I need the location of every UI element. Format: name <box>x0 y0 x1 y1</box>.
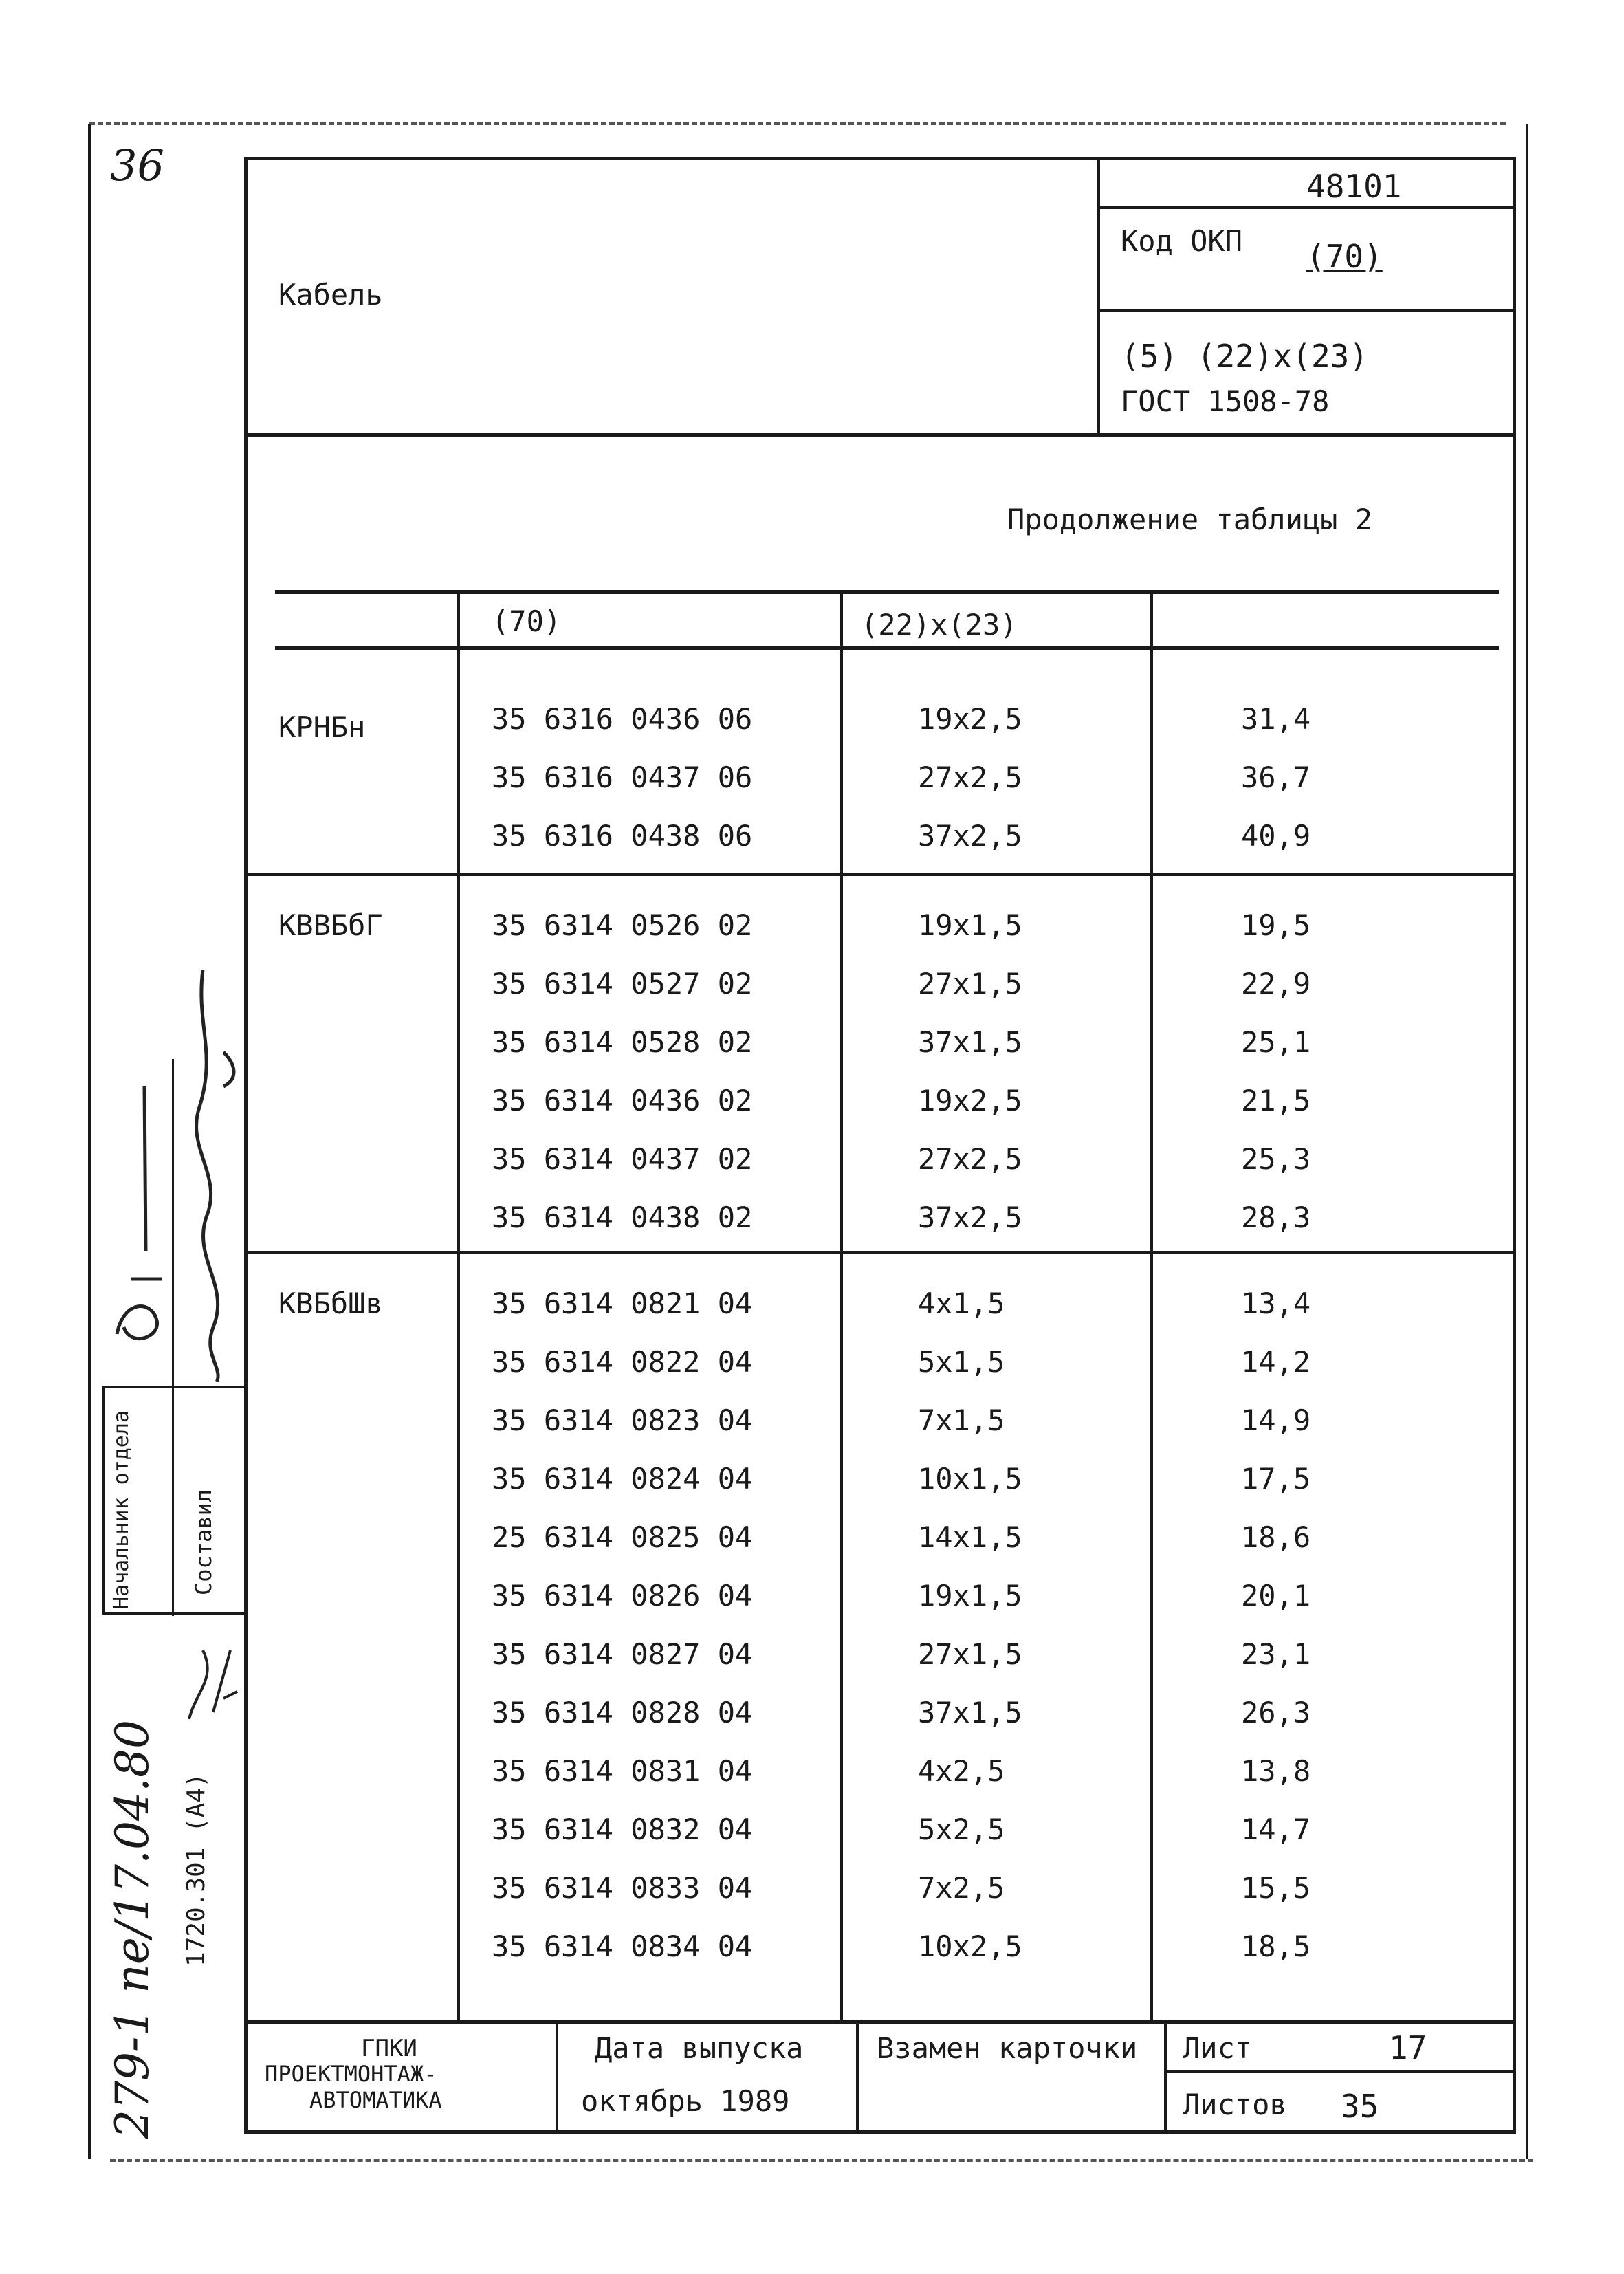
row-value: 20,1 <box>1241 1579 1311 1612</box>
row-size: 27x2,5 <box>918 1142 1022 1176</box>
row-size: 37x2,5 <box>918 819 1022 853</box>
row-value: 31,4 <box>1241 702 1311 736</box>
group-name: КРНБн <box>278 710 366 744</box>
row-value: 25,3 <box>1241 1142 1311 1176</box>
sheet-value: 17 <box>1389 2029 1427 2066</box>
row-size: 19x1,5 <box>918 908 1022 942</box>
row-value: 21,5 <box>1241 1084 1311 1117</box>
row-value: 13,8 <box>1241 1754 1311 1788</box>
row-size: 37x1,5 <box>918 1025 1022 1059</box>
org-line-3: АВТОМАТИКА <box>309 2087 442 2113</box>
row-value: 13,4 <box>1241 1287 1311 1320</box>
row-value: 40,9 <box>1241 819 1311 853</box>
row-code: 35 6314 0436 02 <box>492 1084 753 1117</box>
okp-label: Код ОКП <box>1121 224 1243 258</box>
group-name: КВВБбГ <box>278 908 383 942</box>
top-scan-edge <box>89 122 1506 125</box>
row-code: 35 6314 0834 04 <box>492 1929 753 1963</box>
row-size: 10x2,5 <box>918 1929 1022 1963</box>
row-code: 35 6314 0826 04 <box>492 1579 753 1612</box>
row-code: 35 6314 0527 02 <box>492 967 753 1001</box>
row-value: 18,6 <box>1241 1520 1311 1554</box>
row-code: 35 6314 0827 04 <box>492 1637 753 1671</box>
row-code: 35 6314 0828 04 <box>492 1696 753 1729</box>
row-value: 18,5 <box>1241 1929 1311 1963</box>
row-value: 17,5 <box>1241 1462 1311 1496</box>
signature-head <box>103 1073 172 1375</box>
row-size: 10x1,5 <box>918 1462 1022 1496</box>
column-header-size: (22)x(23) <box>861 608 1018 642</box>
row-size: 37x2,5 <box>918 1201 1022 1234</box>
row-code: 35 6316 0438 06 <box>492 819 753 853</box>
code-id: 48101 <box>1306 168 1402 205</box>
row-value: 28,3 <box>1241 1201 1311 1234</box>
row-size: 7x1,5 <box>918 1403 1005 1437</box>
row-code: 35 6314 0438 02 <box>492 1201 753 1234</box>
row-size: 5x1,5 <box>918 1345 1005 1379</box>
okp-value: (70) <box>1306 238 1383 275</box>
left-scan-edge <box>88 124 91 2159</box>
row-size: 19x1,5 <box>918 1579 1022 1612</box>
header-title: Кабель <box>278 278 383 311</box>
row-size: 7x2,5 <box>918 1871 1005 1905</box>
row-code: 35 6314 0832 04 <box>492 1813 753 1846</box>
release-date-label: Дата выпуска <box>595 2031 804 2065</box>
row-size: 27x2,5 <box>918 761 1022 794</box>
row-code: 35 6314 0823 04 <box>492 1403 753 1437</box>
row-code: 35 6314 0528 02 <box>492 1025 753 1059</box>
row-code: 35 6316 0437 06 <box>492 761 753 794</box>
bottom-scan-edge <box>110 2159 1533 2162</box>
page-number: 36 <box>110 140 164 190</box>
inventory-number: 279-1 ne/17.04.80 <box>106 1720 159 2139</box>
org-line-1: ГПКИ <box>361 2035 417 2062</box>
row-code: 35 6314 0821 04 <box>492 1287 753 1320</box>
row-value: 19,5 <box>1241 908 1311 942</box>
row-size: 4x1,5 <box>918 1287 1005 1320</box>
row-size: 27x1,5 <box>918 1637 1022 1671</box>
sheets-value: 35 <box>1341 2088 1379 2125</box>
release-date-value: октябрь 1989 <box>581 2084 790 2118</box>
head-of-department-label: Начальник отдела <box>109 1410 133 1609</box>
signature-author <box>175 970 251 1382</box>
row-value: 14,2 <box>1241 1345 1311 1379</box>
row-code: 35 6314 0822 04 <box>492 1345 753 1379</box>
spec-value: (5) (22)x(23) <box>1121 338 1369 375</box>
date-stamp <box>175 1637 244 1726</box>
row-code: 35 6314 0437 02 <box>492 1142 753 1176</box>
row-size: 5x2,5 <box>918 1813 1005 1846</box>
group-name: КВБбШв <box>278 1287 383 1320</box>
row-value: 22,9 <box>1241 967 1311 1001</box>
sheet-label: Лист <box>1183 2031 1253 2065</box>
gost-value: ГОСТ 1508-78 <box>1121 384 1330 418</box>
continuation-note: Продолжение таблицы 2 <box>1007 503 1373 536</box>
row-value: 23,1 <box>1241 1637 1311 1671</box>
row-code: 25 6314 0825 04 <box>492 1520 753 1554</box>
replace-card-label: Взамен карточки <box>877 2031 1138 2065</box>
org-line-2: ПРОЕКТМОНТАЖ- <box>265 2061 437 2087</box>
sheets-label: Листов <box>1183 2088 1287 2121</box>
row-code: 35 6314 0526 02 <box>492 908 753 942</box>
author-label: Составил <box>190 1489 217 1595</box>
row-code: 35 6314 0831 04 <box>492 1754 753 1788</box>
row-size: 19x2,5 <box>918 1084 1022 1117</box>
row-size: 4x2,5 <box>918 1754 1005 1788</box>
column-header-code: (70) <box>492 604 562 638</box>
format-label: 1720.301 (А4) <box>182 1773 210 1967</box>
row-size: 27x1,5 <box>918 967 1022 1001</box>
row-value: 14,9 <box>1241 1403 1311 1437</box>
row-size: 19x2,5 <box>918 702 1022 736</box>
row-value: 26,3 <box>1241 1696 1311 1729</box>
row-value: 14,7 <box>1241 1813 1311 1846</box>
row-value: 15,5 <box>1241 1871 1311 1905</box>
row-size: 14x1,5 <box>918 1520 1022 1554</box>
row-code: 35 6314 0824 04 <box>492 1462 753 1496</box>
row-size: 37x1,5 <box>918 1696 1022 1729</box>
right-scan-edge <box>1526 124 1528 2159</box>
row-code: 35 6316 0436 06 <box>492 702 753 736</box>
row-value: 25,1 <box>1241 1025 1311 1059</box>
row-code: 35 6314 0833 04 <box>492 1871 753 1905</box>
row-value: 36,7 <box>1241 761 1311 794</box>
